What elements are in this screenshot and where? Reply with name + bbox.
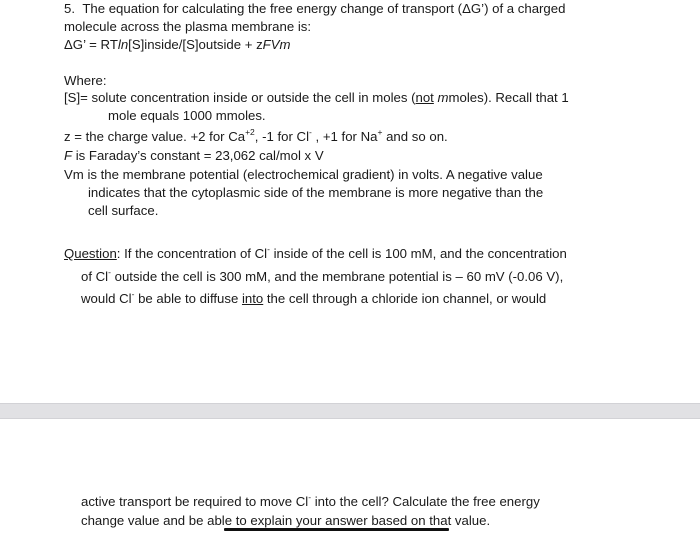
- page-break: [0, 403, 700, 419]
- definition-s-text-2: mole equals 1000 mmoles.: [108, 108, 266, 123]
- question-number: 5.: [64, 1, 75, 16]
- faraday-symbol: F: [64, 148, 73, 163]
- question-heading-line-2: [64, 18, 311, 36]
- free-energy-equation: [64, 36, 291, 54]
- equation-part: ΔG’ = RT: [64, 37, 118, 52]
- where-label: Where:: [64, 73, 107, 88]
- emphasis-m: m: [437, 90, 449, 105]
- definition-s-line-2: [108, 107, 266, 125]
- definition-vm-line-2: indicates that the cytoplasmic side of the membrane is more negative than the: [88, 185, 544, 200]
- question-intro-text: The equation for calculating the free energy change of transport (ΔG’) of a charged: [82, 1, 566, 16]
- continuation-line-1: active transport be required to move Cl- into the cell? Calculate the free energy: [81, 491, 540, 509]
- question-line-1: Question: If the concentration of Cl- inside of the cell is 100 mM, and the concentration: [64, 243, 567, 261]
- where-heading: [64, 72, 107, 90]
- definition-f: F is Faraday’s constant = 23,062 cal/mol x V: [64, 148, 324, 163]
- redaction-underline: [224, 528, 449, 531]
- continuation-line-2: change value and be able to explain your answer based on that value.: [81, 513, 491, 528]
- definition-s-text: moles). Recall that 1: [448, 90, 569, 105]
- definition-z: z = the charge value. +2 for $Ca^{+2}$, -1 for Cl- , +1 for Na+ and so on.: [64, 126, 448, 144]
- definition-vm-line-3: cell surface.: [88, 203, 159, 218]
- definition-vm-line-1: Vm is the membrane potential (electrochemical gradient) in volts. A negative value: [64, 167, 543, 182]
- emphasis-into: into: [241, 291, 264, 306]
- equation-ln: ln: [117, 37, 129, 52]
- question-intro-text-2: molecule across the plasma membrane is:: [64, 19, 312, 34]
- definition-s-line-1: [64, 89, 569, 107]
- definition-s-text: [S]= solute concentration inside or outside the cell in moles (: [64, 90, 416, 105]
- equation-fvm: FVm: [262, 37, 291, 52]
- equation-part: [S]inside/[S]outside + z: [128, 37, 263, 52]
- question-line-3: would Cl- be able to diffuse into the cell through a chloride ion channel, or would: [81, 288, 547, 306]
- question-heading-line-1: [64, 0, 565, 18]
- question-label: Question: [64, 246, 117, 261]
- question-line-2: of Cl- outside the cell is 300 mM, and the membrane potential is – 60 mV (-0.06 V),: [81, 266, 564, 284]
- emphasis-not: not: [415, 90, 434, 105]
